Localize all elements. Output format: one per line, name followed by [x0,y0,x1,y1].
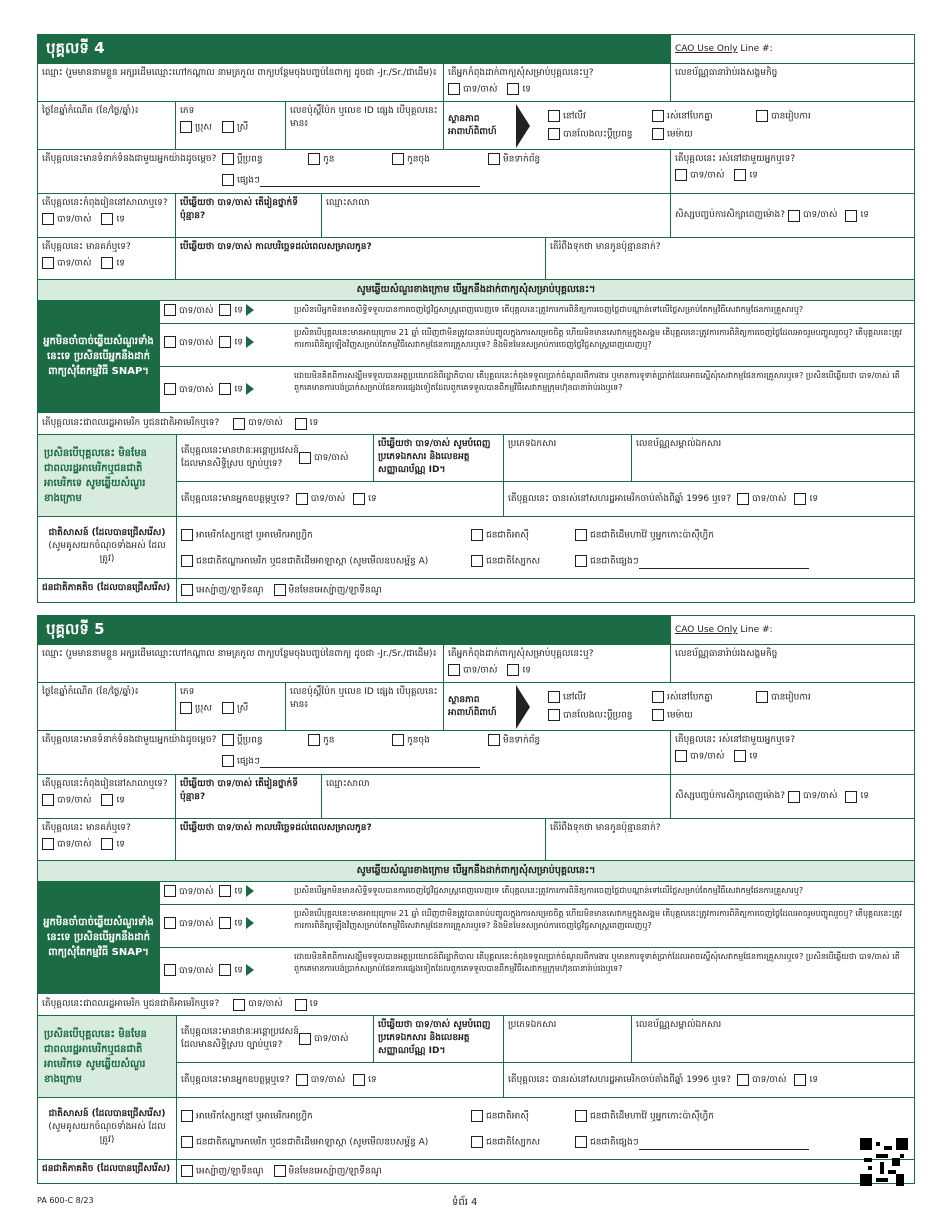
pregnant-question: តើបុគ្គលនេះ មានគភ៌ឬទេ? បាទ/ចាស់ ទេ [42,242,131,269]
yes-checkbox[interactable] [675,750,687,762]
option-checkbox[interactable] [471,1136,483,1148]
no-checkbox[interactable] [845,210,857,222]
yes-checkbox[interactable] [448,83,460,95]
option-label: ជនជាតិស្បែកស [486,556,541,567]
yes-checkbox[interactable] [42,213,54,225]
option-label: ប្ដីប្រពន្ធ [237,735,263,746]
no-checkbox[interactable] [353,493,365,505]
snap-question-1: ប្រសិនបើអ្នកមិនមានសិទ្ធិទទួលបានការចេញថ្លៃវិជ្ជសាស្ត្រពេញលេញទេ តើបុគ្គលនេះត្រូវការការពិនិត្យការចេញថ្លៃជាបណ្ដាន់ទៅលើថ្លៃសម្រាប់តែកម្មវិធីសេវាកម្មផែនការគ្រួសារឬ? [294,886,804,895]
option-label: កូនចុង [407,735,430,746]
ssn-field[interactable]: លេខប័ណ្ណធានារ៉ាប់រងសង្គមកិច្ច [670,645,914,682]
applying-question: តើអ្នកកំពុងដាក់ពាក្យសុំសម្រាប់បុគ្គលនេះឬ? បាទ/ចាស់ ទេ [443,64,670,101]
doc-number-field[interactable]: លេខប័ណ្ណសម្គាល់ឯកសារ [631,1016,914,1062]
snap-note: អ្នកមិនចាំបាច់ឆ្លើយសំណួរទាំងនេះទេ ប្រសិនបើអ្នកនឹងដាក់ពាក្យសុំតែកម្មវិធី SNAP។ [38,882,159,993]
cao-use-only: CAO Use Only Line #: [670,35,914,63]
option-label: មិនមែនអេស្ប៉ាញ/ឡាទីនណូ [288,585,382,596]
yes-checkbox[interactable] [448,664,460,676]
option-checkbox[interactable] [652,110,664,122]
option-checkbox[interactable] [181,1110,193,1122]
option-label: ជនជាតិផ្សេងៗ [590,556,639,567]
option [652,709,746,723]
lives-with-question: តើបុគ្គលនេះ រស់នៅជាមួយអ្នកឬទេ? បាទ/ចាស់ ទេ [670,150,914,193]
no-checkbox[interactable] [219,304,231,316]
option [392,734,478,751]
due-date-field[interactable]: បើឆ្លើយថា បាទ/ចាស់ កាលបរិច្ឆេទដល់ពេលសម្រាលកូន? [175,819,545,860]
yes-checkbox[interactable] [233,999,245,1011]
option-checkbox[interactable] [274,584,286,596]
option-label: មិនទាក់ព័ន្ធ [503,154,541,165]
option-checkbox[interactable] [575,529,587,541]
option-checkbox[interactable] [652,128,664,140]
yes-checkbox[interactable] [299,1033,311,1045]
option-checkbox[interactable] [181,584,193,596]
option-label: មេម៉ាយ [667,129,693,139]
yes-checkbox[interactable] [299,452,311,464]
option-checkbox[interactable] [181,1136,193,1148]
option [274,584,382,598]
male-checkbox[interactable] [180,702,192,714]
yes-checkbox[interactable] [42,838,54,850]
ethnic-label: ជនជាតិភាគតិច (ដែលបានជ្រើសរើស) [42,1164,171,1174]
non-citizen-note: ប្រសិនបើបុគ្គលនេះ មិនមែនជាពលរដ្ឋអាមេរិកឬជនជាតិអាមេរិកទេ សូមឆ្លើយសំណួរខាងក្រោម [38,1016,176,1097]
option [471,1110,565,1130]
option-checkbox[interactable] [471,555,483,567]
cao-use-only: CAO Use Only Line #: [670,616,914,644]
option-checkbox[interactable] [756,110,768,122]
option [652,128,746,142]
option-label: កូន [323,154,335,165]
option-checkbox[interactable] [548,110,560,122]
grade-field[interactable]: បើឆ្លើយថា បាទ/ចាស់ តើរៀនថ្នាក់ទីប៉ុន្មាន? [175,194,321,237]
option [548,709,642,723]
option [181,1136,461,1156]
option [308,734,382,751]
school-question: តើបុគ្គលនេះកំពុងរៀននៅសាលាឬទេ? បាទ/ចាស់ ទេ [42,198,168,225]
option-label: អេស្ប៉ាញ/ឡាទីនណូ [196,1166,264,1177]
sponsor-question: តើបុគ្គលនេះមានអ្នកឧបត្ថម្ភឬទេ? បាទ/ចាស់ ទេ [181,493,377,504]
ethnic-label: ជនជាតិភាគតិច (ដែលបានជ្រើសរើស) [42,583,171,593]
yes-checkbox[interactable] [737,493,749,505]
option-label: ជនជាតិផ្សេងៗ [590,1137,639,1148]
female-checkbox[interactable] [222,702,234,714]
due-date-field[interactable]: បើឆ្លើយថា បាទ/ចាស់ កាលបរិច្ឆេទដល់ពេលសម្រាលកូន? [175,238,545,279]
school-name-field[interactable]: ឈ្មោះសាលា [321,194,670,237]
person-section-5: បុគ្គលទី 5 CAO Use Only Line #: ឈ្មោះ (រួមមាននាមខ្លួន អក្សរដើមឈ្មោះហៅកណ្ដាល នាមត្រកូល ពាក្យបន្ថែមចុងបញ្ចប់នៃពាក្យ ដូចជា -Jr./Sr./ជាដើម)៖ តើអ្នកកំពុងដាក់ពាក្យសុំសម្រាប់បុគ្គលនេះឬ? បាទ/ចាស់ ទេ លេខប័ណ្ណធានារ៉ាប់រងសង្គមកិច្ច ថ្ងៃខែឆ្នាំកំណើត (ខែ/ថ្ងៃ/ឆ្នាំ)៖ ភេទ ប្រុស ស្រី លេខប៉ុស្ដិ៍ប៉ែក ឬលេខ ID ផ្សេង បើបុគ្គលនេះមាន៖ ស្ថានភាពអាពាហ៍ពិពាហ៍ នៅលីវ រស់នៅបែកគ្នា បានរៀបការ បានលែងលះប្ដីប្រពន្ធ មេម៉ាយ តើបុគ្គលនេះមានទំនាក់ទំនងជាមួយអ្នកយ៉ាងដូចម្ដេច? ប្ដីប្រពន្ធ កូន កូនចុង មិនទាក់ព័ន្ធ ផ្សេងៗ តើបុគ្គលនេះ រស់នៅជាមួយអ្នកឬទេ? បាទ/ចាស់ ទេ តើបុគ្គលនេះកំពុងរៀននៅសាលាឬទេ? បាទ/ចាស់ ទេ បើឆ្លើយថា បាទ/ចាស់ តើរៀនថ្នាក់ទីប៉ុន្មាន? ឈ្មោះសាលា សិស្សបញ្ចប់ការសិក្សាពេញម៉ោង? បាទ/ចាស់ ទេ តើបុគ្គលនេះ មានគភ៌ឬទេ? បាទ/ចាស់ ទេ បើឆ្លើយថា បាទ/ចាស់ កាលបរិច្ឆេទដល់ពេលសម្រាលកូន? តើរំពឹងទុកថា មានកូនប៉ុន្មាននាក់? សូមឆ្លើយសំណួរខាងក្រោម បើអ្នកនឹងដាក់ពាក្យសុំសម្រាប់បុគ្គលនេះ។ អ្នកមិនចាំបាច់ឆ្លើយសំណួរទាំងនេះទេ ប្រសិនបើអ្នកនឹងដាក់ពាក្យសុំតែកម្មវិធី SNAP។ បាទ/ចាស់ ទេ ប្រសិនបើអ្នកមិនមានសិទ្ធិទទួលបានការចេញថ្លៃវិជ្ជសាស្ត្រពេញលេញទេ តើបុគ្គលនេះត្រូវការការពិនិត្យការចេញថ្លៃជាបណ្ដាន់ទៅលើថ្លៃសម្រាប់តែកម្មវិធីសេវាកម្មផែនការគ្រួសារឬ? បាទ/ចាស់ ទេ ប្រសិនបើបុគ្គលនេះមានអាយុក្រោម 21 ឆ្នាំ ឃើញថាមិនត្រូវបានរាប់បញ្ចូលក្នុងការសម្រេចចិត្ត ហើយមិនមានសេវាកម្មក្នុងសង្គម តើបុគ្គលនេះត្រូវការការពិនិត្យការចេញថ្លៃដែលអាចរួមបញ្ចូលរួចឬ? តើបុគ្គលនេះត្រូវការការពិនិត្យឡើងវិញសម្រាប់តែកម្មវិធីសេវាកម្មផែនការគ្រួសារឬទេ? និងមិនមែនសម្រាប់ការចេញថ្លៃវិជ្ជសាស្ត្រពេញលេញឬ? បាទ/ចាស់ ទេ ដោយមិនគិតពីការសង្ឃឹមទទួលបានអត្ថប្រយោជន៍ពីរដ្ឋាភិបាល តើបុគ្គលនេះកំពុងទទួលប្រាក់ចំណូលពីការងារ ឬមានការទូទាត់ប្រាក់ដែលអាចស្នើសុំសេវាកម្មផែនការគ្រួសារឬទេ? ប្រសិនបើឆ្លើយថា បាទ/ចាស់ តើពួកគេមានការបង់ប្រាក់សម្រាប់ផែនការផ្សេងទៀតដែលពួកគេទទួលបានពីកម្មវិធីសេវាកម្មក្រុមហ៊ុនធានារ៉ាប់រងឬទេ? តើបុគ្គលនេះជាពលរដ្ឋអាមេរិក ឬជនជាតិអាមេរិកឬទេ? បាទ/ចាស់ ទេ ប្រសិនបើបុគ្គលនេះ មិនមែនជាពលរដ្ឋអាមេរិកឬជនជាតិអាមេរិកទេ សូមឆ្លើយសំណួរខាងក្រោម តើបុគ្គលនេះមានឋានៈអន្តោប្រវេសន៍ដែលមានសិទ្ធិស្រប ច្បាប់ឬទេ? បាទ/ចាស់ បើឆ្លើយថា បាទ/ចាស់ សូមបំពេញប្រភេទឯកសារ និងលេខអត្តសញ្ញាណប័ណ្ណ ID។ ប្រភេទឯកសារ លេខប័ណ្ណសម្គាល់ឯកសារ តើបុគ្គលនេះមានអ្នកឧបត្ថម្ភឬទេ? បាទ/ចាស់ ទេ តើបុគ្គលនេះ បានរស់នៅសហរដ្ឋអាមេរិកចាប់តាំងពីឆ្នាំ 1996 ឬទេ? បាទ/ចាស់ ទេ ជាតិសាសន៍ (ដែលបានជ្រើសរើស) (សូមគូសយកចំណុចទាំងអស់ ដែលត្រូវ) អាមេរិកស្បែកខ្មៅ ឬអាមេរិកអាហ្វ្រិក ជនជាតិអាស៊ី ជនជាតិដើមហាវ៉ៃ ឬអ្នកកោះប៉ាស៊ីហ្វិក ជនជាតិឥណ្ឌាអាមេរិក ឬជនជាតិដើមអាឡាស្កា (សូមមើលឧបសម្ព័ន្ធ A) ជនជាតិស្បែកស ជនជាតិផ្សេងៗ ជនជាតិភាគតិច (ដែលបានជ្រើសរើស) អេស្ប៉ាញ/ឡាទីនណូ មិនមែនអេស្ប៉ាញ/ឡាទីនណូ [37,615,915,1184]
race-label: ជាតិសាសន៍ (ដែលបានជ្រើសរើស) (សូមគូសយកចំណុចទាំងអស់ ដែលត្រូវ) [48,1109,166,1145]
option-checkbox[interactable] [392,734,404,746]
yes-checkbox[interactable] [296,493,308,505]
yes-checkbox[interactable] [164,917,176,929]
arrow-right-icon [246,964,254,976]
no-checkbox[interactable] [101,257,113,269]
option [575,529,900,549]
option-checkbox[interactable] [222,734,234,746]
yes-checkbox[interactable] [788,210,800,222]
doc-id-note: បើឆ្លើយថា បាទ/ចាស់ សូមបំពេញប្រភេទឯកសារ និងលេខអត្តសញ្ញាណប័ណ្ណ ID។ [373,435,503,481]
snap-question-2: ប្រសិនបើបុគ្គលនេះមានអាយុក្រោម 21 ឆ្នាំ ឃើញថាមិនត្រូវបានរាប់បញ្ចូលក្នុងការសម្រេចចិត្ត ហើយមិនមានសេវាកម្មក្នុងសង្គម តើបុគ្គលនេះត្រូវការការពិនិត្យការចេញថ្លៃដែលអាចរួមបញ្ចូលរួចឬ? តើបុគ្គលនេះត្រូវការការពិនិត្យឡើងវិញសម្រាប់តែកម្មវិធីសេវាកម្មផែនការគ្រួសារឬទេ? និងមិនមែនសម្រាប់ការចេញថ្លៃវិជ្ជសាស្ត្រពេញលេញឬ? [294,909,902,930]
dob-field[interactable]: ថ្ងៃខែឆ្នាំកំណើត (ខែ/ថ្ងៃ/ឆ្នាំ)៖ [42,687,139,697]
yes-checkbox[interactable] [42,794,54,806]
pregnant-question: តើបុគ្គលនេះ មានគភ៌ឬទេ? បាទ/ចាស់ ទេ [42,823,131,850]
marital-status: ស្ថានភាពអាពាហ៍ពិពាហ៍ នៅលីវ រស់នៅបែកគ្នា បានរៀបការ បានលែងលះប្ដីប្រពន្ធ មេម៉ាយ [443,102,914,149]
option [471,555,565,575]
option-label: ផ្សេងៗ [237,175,260,185]
option [274,1165,382,1179]
option-label: ជនជាតិដើមហាវ៉ៃ ឬអ្នកកោះប៉ាស៊ីហ្វិក [590,1111,714,1122]
option-checkbox[interactable] [308,153,320,165]
citizen-question: តើបុគ្គលនេះជាពលរដ្ឋអាមេរិក ឬជនជាតិអាមេរិកឬទេ? បាទ/ចាស់ ទេ [42,999,319,1009]
option-label: នៅលីវ [563,111,586,122]
option-checkbox[interactable] [471,1110,483,1122]
babies-field[interactable]: តើរំពឹងទុកថា មានកូនប៉ុន្មាននាក់? [545,819,914,860]
no-checkbox[interactable] [219,964,231,976]
snap-instruction-bar: សូមឆ្លើយសំណួរខាងក្រោម បើអ្នកនឹងដាក់ពាក្យសុំសម្រាប់បុគ្គលនេះ។ [38,279,914,300]
snap-instruction-bar: សូមឆ្លើយសំណួរខាងក្រោម បើអ្នកនឹងដាក់ពាក្យសុំសម្រាប់បុគ្គលនេះ។ [38,860,914,881]
eligible-status: តើបុគ្គលនេះមានឋានៈអន្តោប្រវេសន៍ដែលមានសិទ្ធិស្រប ច្បាប់ឬទេ? បាទ/ចាស់ [181,1027,349,1050]
other-race-input[interactable] [639,558,809,569]
arrow-right-icon [246,383,254,395]
arrow-right-icon [246,336,254,348]
option [308,153,382,170]
option-label: រស់នៅបែកគ្នា [667,692,713,703]
school-question: តើបុគ្គលនេះកំពុងរៀននៅសាលាឬទេ? បាទ/ចាស់ ទេ [42,779,168,806]
option-checkbox[interactable] [575,555,587,567]
option [652,691,746,705]
since-1996-question: តើបុគ្គលនេះ បានរស់នៅសហរដ្ឋអាមេរិកចាប់តាំងពីឆ្នាំ 1996 ឬទេ? បាទ/ចាស់ ទេ [503,1063,914,1097]
arrow-right-icon [246,917,254,929]
option [548,110,642,124]
no-checkbox[interactable] [734,750,746,762]
option [181,584,264,598]
other-relation-input[interactable] [260,176,480,187]
yes-checkbox[interactable] [164,336,176,348]
option-label: អេស្ប៉ាញ/ឡាទីនណូ [196,585,264,596]
arrow-right-icon [516,685,530,729]
yes-checkbox[interactable] [164,383,176,395]
option-checkbox[interactable] [274,1165,286,1177]
grade-field[interactable]: បើឆ្លើយថា បាទ/ចាស់ តើរៀនថ្នាក់ទីប៉ុន្មាន? [175,775,321,818]
option-checkbox[interactable] [222,755,234,767]
option-checkbox[interactable] [181,1165,193,1177]
option [548,691,642,705]
arrow-right-icon [246,885,254,897]
option-label: រស់នៅបែកគ្នា [667,111,713,122]
doc-type-field[interactable]: ប្រភេទឯកសារ [503,1016,631,1062]
male-checkbox[interactable] [180,121,192,133]
option-label: ជនជាតិស្បែកស [486,1137,541,1148]
female-checkbox[interactable] [222,121,234,133]
name-field[interactable]: ឈ្មោះ (រួមមាននាមខ្លួន អក្សរដើមឈ្មោះហៅកណ្ដាល នាមត្រកូល ពាក្យបន្ថែមចុងបញ្ចប់នៃពាក្យ ដូចជា -Jr./Sr./ជាដើម)៖ [42,68,437,78]
id-number-field[interactable]: លេខប៉ុស្ដិ៍ប៉ែក ឬលេខ ID ផ្សេង បើបុគ្គលនេះមាន៖ [285,102,443,149]
relation-field: តើបុគ្គលនេះមានទំនាក់ទំនងជាមួយអ្នកយ៉ាងដូចម្ដេច? ប្ដីប្រពន្ធ កូន កូនចុង មិនទាក់ព័ន្ធ ផ្សេងៗ [38,150,670,193]
snap-question-1: ប្រសិនបើអ្នកមិនមានសិទ្ធិទទួលបានការចេញថ្លៃវិជ្ជសាស្ត្រពេញលេញទេ តើបុគ្គលនេះត្រូវការការពិនិត្យការចេញថ្លៃជាបណ្ដាន់ទៅលើថ្លៃសម្រាប់តែកម្មវិធីសេវាកម្មផែនការគ្រួសារឬ? [294,305,804,314]
option [181,1165,264,1179]
non-citizen-note: ប្រសិនបើបុគ្គលនេះ មិនមែនជាពលរដ្ឋអាមេរិកឬជនជាតិអាមេរិកទេ សូមឆ្លើយសំណួរខាងក្រោម [38,435,176,516]
citizen-question: តើបុគ្គលនេះជាពលរដ្ឋអាមេរិក ឬជនជាតិអាមេរិកឬទេ? បាទ/ចាស់ ទេ [42,418,319,428]
option-label: បានលែងលះប្ដីប្រពន្ធ [563,129,633,139]
no-checkbox[interactable] [219,383,231,395]
other-race-input[interactable] [639,1139,809,1150]
section-title: បុគ្គលទី 4 [38,35,670,63]
option [575,555,900,575]
option-checkbox[interactable] [488,734,500,746]
yes-checkbox[interactable] [788,791,800,803]
page-number: ទំព័រ 4 [452,1197,478,1208]
option [181,1110,461,1130]
yes-checkbox[interactable] [737,1074,749,1086]
option [756,110,846,124]
option-label: បានរៀបការ [771,692,811,703]
option-label: អាមេរិកស្បែកខ្មៅ ឬអាមេរិកអាហ្វ្រិក [196,530,313,541]
option-label: ផ្សេងៗ [237,756,260,766]
option-checkbox[interactable] [308,734,320,746]
no-checkbox[interactable] [507,664,519,676]
doc-type-field[interactable]: ប្រភេទឯកសារ [503,435,631,481]
yes-checkbox[interactable] [233,418,245,430]
option [222,755,578,772]
option [222,153,298,170]
option-label: មិនទាក់ព័ន្ធ [503,735,541,746]
graduated-question: សិស្សបញ្ចប់ការសិក្សាពេញម៉ោង? បាទ/ចាស់ ទេ [670,775,914,818]
no-checkbox[interactable] [101,213,113,225]
option-checkbox[interactable] [548,128,560,140]
option-checkbox[interactable] [652,709,664,721]
option-label: ជនជាតិឥណ្ឌាអាមេរិក ឬជនជាតិដើមអាឡាស្កា (សូមមើលឧបសម្ព័ន្ធ A) [196,1137,429,1148]
yes-checkbox[interactable] [164,304,176,316]
option [181,555,461,575]
id-number-field[interactable]: លេខប៉ុស្ដិ៍ប៉ែក ឬលេខ ID ផ្សេង បើបុគ្គលនេះមាន៖ [285,683,443,730]
option-label: បានរៀបការ [771,111,811,122]
relation-field: តើបុគ្គលនេះមានទំនាក់ទំនងជាមួយអ្នកយ៉ាងដូចម្ដេច? ប្ដីប្រពន្ធ កូន កូនចុង មិនទាក់ព័ន្ធ ផ្សេងៗ [38,731,670,774]
option-label: ជនជាតិអាស៊ី [486,1111,529,1122]
school-name-field[interactable]: ឈ្មោះសាលា [321,775,670,818]
yes-checkbox[interactable] [164,885,176,897]
option-label: អាមេរិកស្បែកខ្មៅ ឬអាមេរិកអាហ្វ្រិក [196,1111,313,1122]
option [548,128,642,142]
dob-field[interactable]: ថ្ងៃខែឆ្នាំកំណើត (ខែ/ថ្ងៃ/ឆ្នាំ)៖ [42,106,139,116]
snap-question-2: ប្រសិនបើបុគ្គលនេះមានអាយុក្រោម 21 ឆ្នាំ ឃើញថាមិនត្រូវបានរាប់បញ្ចូលក្នុងការសម្រេចចិត្ត ហើយមិនមានសេវាកម្មក្នុងសង្គម តើបុគ្គលនេះត្រូវការការពិនិត្យការចេញថ្លៃដែលអាចរួមបញ្ចូលរួចឬ? តើបុគ្គលនេះត្រូវការការពិនិត្យឡើងវិញសម្រាប់តែកម្មវិធីសេវាកម្មផែនការគ្រួសារឬទេ? និងមិនមែនសម្រាប់ការចេញថ្លៃវិជ្ជសាស្ត្រពេញលេញឬ? [294,328,902,349]
no-checkbox[interactable] [101,838,113,850]
no-checkbox[interactable] [219,885,231,897]
option-label: កូនចុង [407,154,430,165]
eligible-status: តើបុគ្គលនេះមានឋានៈអន្តោប្រវេសន៍ដែលមានសិទ្ធិស្រប ច្បាប់ឬទេ? បាទ/ចាស់ [181,446,349,469]
race-label: ជាតិសាសន៍ (ដែលបានជ្រើសរើស) (សូមគូសយកចំណុចទាំងអស់ ដែលត្រូវ) [48,528,166,564]
arrow-right-icon [246,304,254,316]
option [471,529,565,549]
option-label: កូន [323,735,335,746]
option-checkbox[interactable] [181,555,193,567]
person-section-4: បុគ្គលទី 4 CAO Use Only Line #: ឈ្មោះ (រួមមាននាមខ្លួន អក្សរដើមឈ្មោះហៅកណ្ដាល នាមត្រកូល ពាក្យបន្ថែមចុងបញ្ចប់នៃពាក្យ ដូចជា -Jr./Sr./ជាដើម)៖ តើអ្នកកំពុងដាក់ពាក្យសុំសម្រាប់បុគ្គលនេះឬ? បាទ/ចាស់ ទេ លេខប័ណ្ណធានារ៉ាប់រងសង្គមកិច្ច ថ្ងៃខែឆ្នាំកំណើត (ខែ/ថ្ងៃ/ឆ្នាំ)៖ ភេទ ប្រុស ស្រី លេខប៉ុស្ដិ៍ប៉ែក ឬលេខ ID ផ្សេង បើបុគ្គលនេះមាន៖ ស្ថានភាពអាពាហ៍ពិពាហ៍ នៅលីវ រស់នៅបែកគ្នា បានរៀបការ បានលែងលះប្ដីប្រពន្ធ មេម៉ាយ តើបុគ្គលនេះមានទំនាក់ទំនងជាមួយអ្នកយ៉ាងដូចម្ដេច? ប្ដីប្រពន្ធ កូន កូនចុង មិនទាក់ព័ន្ធ ផ្សេងៗ តើបុគ្គលនេះ រស់នៅជាមួយអ្នកឬទេ? បាទ/ចាស់ ទេ តើបុគ្គលនេះកំពុងរៀននៅសាលាឬទេ? បាទ/ចាស់ ទេ បើឆ្លើយថា បាទ/ចាស់ តើរៀនថ្នាក់ទីប៉ុន្មាន? ឈ្មោះសាលា សិស្សបញ្ចប់ការសិក្សាពេញម៉ោង? បាទ/ចាស់ ទេ តើបុគ្គលនេះ មានគភ៌ឬទេ? បាទ/ចាស់ ទេ បើឆ្លើយថា បាទ/ចាស់ កាលបរិច្ឆេទដល់ពេលសម្រាលកូន? តើរំពឹងទុកថា មានកូនប៉ុន្មាននាក់? សូមឆ្លើយសំណួរខាងក្រោម បើអ្នកនឹងដាក់ពាក្យសុំសម្រាប់បុគ្គលនេះ។ អ្នកមិនចាំបាច់ឆ្លើយសំណួរទាំងនេះទេ ប្រសិនបើអ្នកនឹងដាក់ពាក្យសុំតែកម្មវិធី SNAP។ បាទ/ចាស់ ទេ ប្រសិនបើអ្នកមិនមានសិទ្ធិទទួលបានការចេញថ្លៃវិជ្ជសាស្ត្រពេញលេញទេ តើបុគ្គលនេះត្រូវការការពិនិត្យការចេញថ្លៃជាបណ្ដាន់ទៅលើថ្លៃសម្រាប់តែកម្មវិធីសេវាកម្មផែនការគ្រួសារឬ? បាទ/ចាស់ ទេ ប្រសិនបើបុគ្គលនេះមានអាយុក្រោម 21 ឆ្នាំ ឃើញថាមិនត្រូវបានរាប់បញ្ចូលក្នុងការសម្រេចចិត្ត ហើយមិនមានសេវាកម្មក្នុងសង្គម តើបុគ្គលនេះត្រូវការការពិនិត្យការចេញថ្លៃដែលអាចរួមបញ្ចូលរួចឬ? តើបុគ្គលនេះត្រូវការការពិនិត្យឡើងវិញសម្រាប់តែកម្មវិធីសេវាកម្មផែនការគ្រួសារឬទេ? និងមិនមែនសម្រាប់ការចេញថ្លៃវិជ្ជសាស្ត្រពេញលេញឬ? បាទ/ចាស់ ទេ ដោយមិនគិតពីការសង្ឃឹមទទួលបានអត្ថប្រយោជន៍ពីរដ្ឋាភិបាល តើបុគ្គលនេះកំពុងទទួលប្រាក់ចំណូលពីការងារ ឬមានការទូទាត់ប្រាក់ដែលអាចស្នើសុំសេវាកម្មផែនការគ្រួសារឬទេ? ប្រសិនបើឆ្លើយថា បាទ/ចាស់ តើពួកគេមានការបង់ប្រាក់សម្រាប់ផែនការផ្សេងទៀតដែលពួកគេទទួលបានពីកម្មវិធីសេវាកម្មក្រុមហ៊ុនធានារ៉ាប់រងឬទេ? តើបុគ្គលនេះជាពលរដ្ឋអាមេរិក ឬជនជាតិអាមេរិកឬទេ? បាទ/ចាស់ ទេ ប្រសិនបើបុគ្គលនេះ មិនមែនជាពលរដ្ឋអាមេរិកឬជនជាតិអាមេរិកទេ សូមឆ្លើយសំណួរខាងក្រោម តើបុគ្គលនេះមានឋានៈអន្តោប្រវេសន៍ដែលមានសិទ្ធិស្រប ច្បាប់ឬទេ? បាទ/ចាស់ បើឆ្លើយថា បាទ/ចាស់ សូមបំពេញប្រភេទឯកសារ និងលេខអត្តសញ្ញាណប័ណ្ណ ID។ ប្រភេទឯកសារ លេខប័ណ្ណសម្គាល់ឯកសារ តើបុគ្គលនេះមានអ្នកឧបត្ថម្ភឬទេ? បាទ/ចាស់ ទេ តើបុគ្គលនេះ បានរស់នៅសហរដ្ឋអាមេរិកចាប់តាំងពីឆ្នាំ 1996 ឬទេ? បាទ/ចាស់ ទេ ជាតិសាសន៍ (ដែលបានជ្រើសរើស) (សូមគូសយកចំណុចទាំងអស់ ដែលត្រូវ) អាមេរិកស្បែកខ្មៅ ឬអាមេរិកអាហ្វ្រិក ជនជាតិអាស៊ី ជនជាតិដើមហាវ៉ៃ ឬអ្នកកោះប៉ាស៊ីហ្វិក ជនជាតិឥណ្ឌាអាមេរិក ឬជនជាតិដើមអាឡាស្កា (សូមមើលឧបសម្ព័ន្ធ A) ជនជាតិស្បែកស ជនជាតិផ្សេងៗ ជនជាតិភាគតិច (ដែលបានជ្រើសរើស) អេស្ប៉ាញ/ឡាទីនណូ មិនមែនអេស្ប៉ាញ/ឡាទីនណូ [37,34,915,603]
option [488,153,578,170]
option-label: មិនមែនអេស្ប៉ាញ/ឡាទីនណូ [288,1166,382,1177]
option-label: ប្ដីប្រពន្ធ [237,154,263,165]
option-checkbox[interactable] [652,691,664,703]
snap-question-3: ដោយមិនគិតពីការសង្ឃឹមទទួលបានអត្ថប្រយោជន៍ពីរដ្ឋាភិបាល តើបុគ្គលនេះកំពុងទទួលប្រាក់ចំណូលពីការងារ ឬមានការទូទាត់ប្រាក់ដែលអាចស្នើសុំសេវាកម្មផែនការគ្រួសារឬទេ? ប្រសិនបើឆ្លើយថា បាទ/ចាស់ តើពួកគេមានការបង់ប្រាក់សម្រាប់ផែនការផ្សេងទៀតដែលពួកគេទទួលបានពីកម្មវិធីសេវាកម្មក្រុមហ៊ុនធានារ៉ាប់រងឬទេ? [294,952,900,973]
option-checkbox[interactable] [471,529,483,541]
option [575,1110,900,1130]
option-label: បានលែងលះប្ដីប្រពន្ធ [563,710,633,720]
option-checkbox[interactable] [488,153,500,165]
graduated-question: សិស្សបញ្ចប់ការសិក្សាពេញម៉ោង? បាទ/ចាស់ ទេ [670,194,914,237]
arrow-right-icon [516,104,530,148]
yes-checkbox[interactable] [164,964,176,976]
sex-field: ភេទ ប្រុស ស្រី [175,683,285,730]
option [222,734,298,751]
applying-question: តើអ្នកកំពុងដាក់ពាក្យសុំសម្រាប់បុគ្គលនេះឬ? បាទ/ចាស់ ទេ [443,645,670,682]
form-id: PA 600-C 8/23 [37,1196,94,1205]
no-checkbox[interactable] [353,1074,365,1086]
option-checkbox[interactable] [548,709,560,721]
option-checkbox[interactable] [575,1136,587,1148]
other-relation-input[interactable] [260,757,480,768]
since-1996-question: តើបុគ្គលនេះ បានរស់នៅសហរដ្ឋអាមេរិកចាប់តាំងពីឆ្នាំ 1996 ឬទេ? បាទ/ចាស់ ទេ [503,482,914,516]
option [392,153,478,170]
option-checkbox[interactable] [181,529,193,541]
yes-checkbox[interactable] [296,1074,308,1086]
section-title: បុគ្គលទី 5 [38,616,670,644]
option-checkbox[interactable] [392,153,404,165]
option-label: មេម៉ាយ [667,710,693,720]
option [488,734,578,751]
qr-code-icon [860,1138,908,1186]
option [652,110,746,124]
no-checkbox[interactable] [794,493,806,505]
name-field[interactable]: ឈ្មោះ (រួមមាននាមខ្លួន អក្សរដើមឈ្មោះហៅកណ្ដាល នាមត្រកូល ពាក្យបន្ថែមចុងបញ្ចប់នៃពាក្យ ដូចជា -Jr./Sr./ជាដើម)៖ [42,649,437,659]
sponsor-question: តើបុគ្គលនេះមានអ្នកឧបត្ថម្ភឬទេ? បាទ/ចាស់ ទេ [181,1074,377,1085]
marital-status: ស្ថានភាពអាពាហ៍ពិពាហ៍ នៅលីវ រស់នៅបែកគ្នា បានរៀបការ បានលែងលះប្ដីប្រពន្ធ មេម៉ាយ [443,683,914,730]
option-checkbox[interactable] [222,174,234,186]
option [222,174,578,191]
ssn-field[interactable]: លេខប័ណ្ណធានារ៉ាប់រងសង្គមកិច្ច [670,64,914,101]
option [756,691,846,705]
doc-id-note: បើឆ្លើយថា បាទ/ចាស់ សូមបំពេញប្រភេទឯកសារ និងលេខអត្តសញ្ញាណប័ណ្ណ ID។ [373,1016,503,1062]
yes-checkbox[interactable] [675,169,687,181]
no-checkbox[interactable] [101,794,113,806]
babies-field[interactable]: តើរំពឹងទុកថា មានកូនប៉ុន្មាននាក់? [545,238,914,279]
option-checkbox[interactable] [548,691,560,703]
option-label: ជនជាតិដើមហាវ៉ៃ ឬអ្នកកោះប៉ាស៊ីហ្វិក [590,530,714,541]
option-checkbox[interactable] [756,691,768,703]
option-checkbox[interactable] [575,1110,587,1122]
no-checkbox[interactable] [295,418,307,430]
option-label: ជនជាតិអាស៊ី [486,530,529,541]
option [575,1136,900,1156]
sex-field: ភេទ ប្រុស ស្រី [175,102,285,149]
doc-number-field[interactable]: លេខប័ណ្ណសម្គាល់ឯកសារ [631,435,914,481]
no-checkbox[interactable] [507,83,519,95]
no-checkbox[interactable] [219,917,231,929]
snap-question-3: ដោយមិនគិតពីការសង្ឃឹមទទួលបានអត្ថប្រយោជន៍ពីរដ្ឋាភិបាល តើបុគ្គលនេះកំពុងទទួលប្រាក់ចំណូលពីការងារ ឬមានការទូទាត់ប្រាក់ដែលអាចស្នើសុំសេវាកម្មផែនការគ្រួសារឬទេ? ប្រសិនបើឆ្លើយថា បាទ/ចាស់ តើពួកគេមានការបង់ប្រាក់សម្រាប់ផែនការផ្សេងទៀតដែលពួកគេទទួលបានពីកម្មវិធីសេវាកម្មក្រុមហ៊ុនធានារ៉ាប់រងឬទេ? [294,371,900,392]
no-checkbox[interactable] [219,336,231,348]
no-checkbox[interactable] [845,791,857,803]
option [471,1136,565,1156]
option-label: នៅលីវ [563,692,586,703]
no-checkbox[interactable] [794,1074,806,1086]
option-label: ជនជាតិឥណ្ឌាអាមេរិក ឬជនជាតិដើមអាឡាស្កា (សូមមើលឧបសម្ព័ន្ធ A) [196,556,429,567]
no-checkbox[interactable] [734,169,746,181]
yes-checkbox[interactable] [42,257,54,269]
lives-with-question: តើបុគ្គលនេះ រស់នៅជាមួយអ្នកឬទេ? បាទ/ចាស់ ទេ [670,731,914,774]
snap-note: អ្នកមិនចាំបាច់ឆ្លើយសំណួរទាំងនេះទេ ប្រសិនបើអ្នកនឹងដាក់ពាក្យសុំតែកម្មវិធី SNAP។ [38,301,159,412]
option-checkbox[interactable] [222,153,234,165]
no-checkbox[interactable] [295,999,307,1011]
option [181,529,461,549]
